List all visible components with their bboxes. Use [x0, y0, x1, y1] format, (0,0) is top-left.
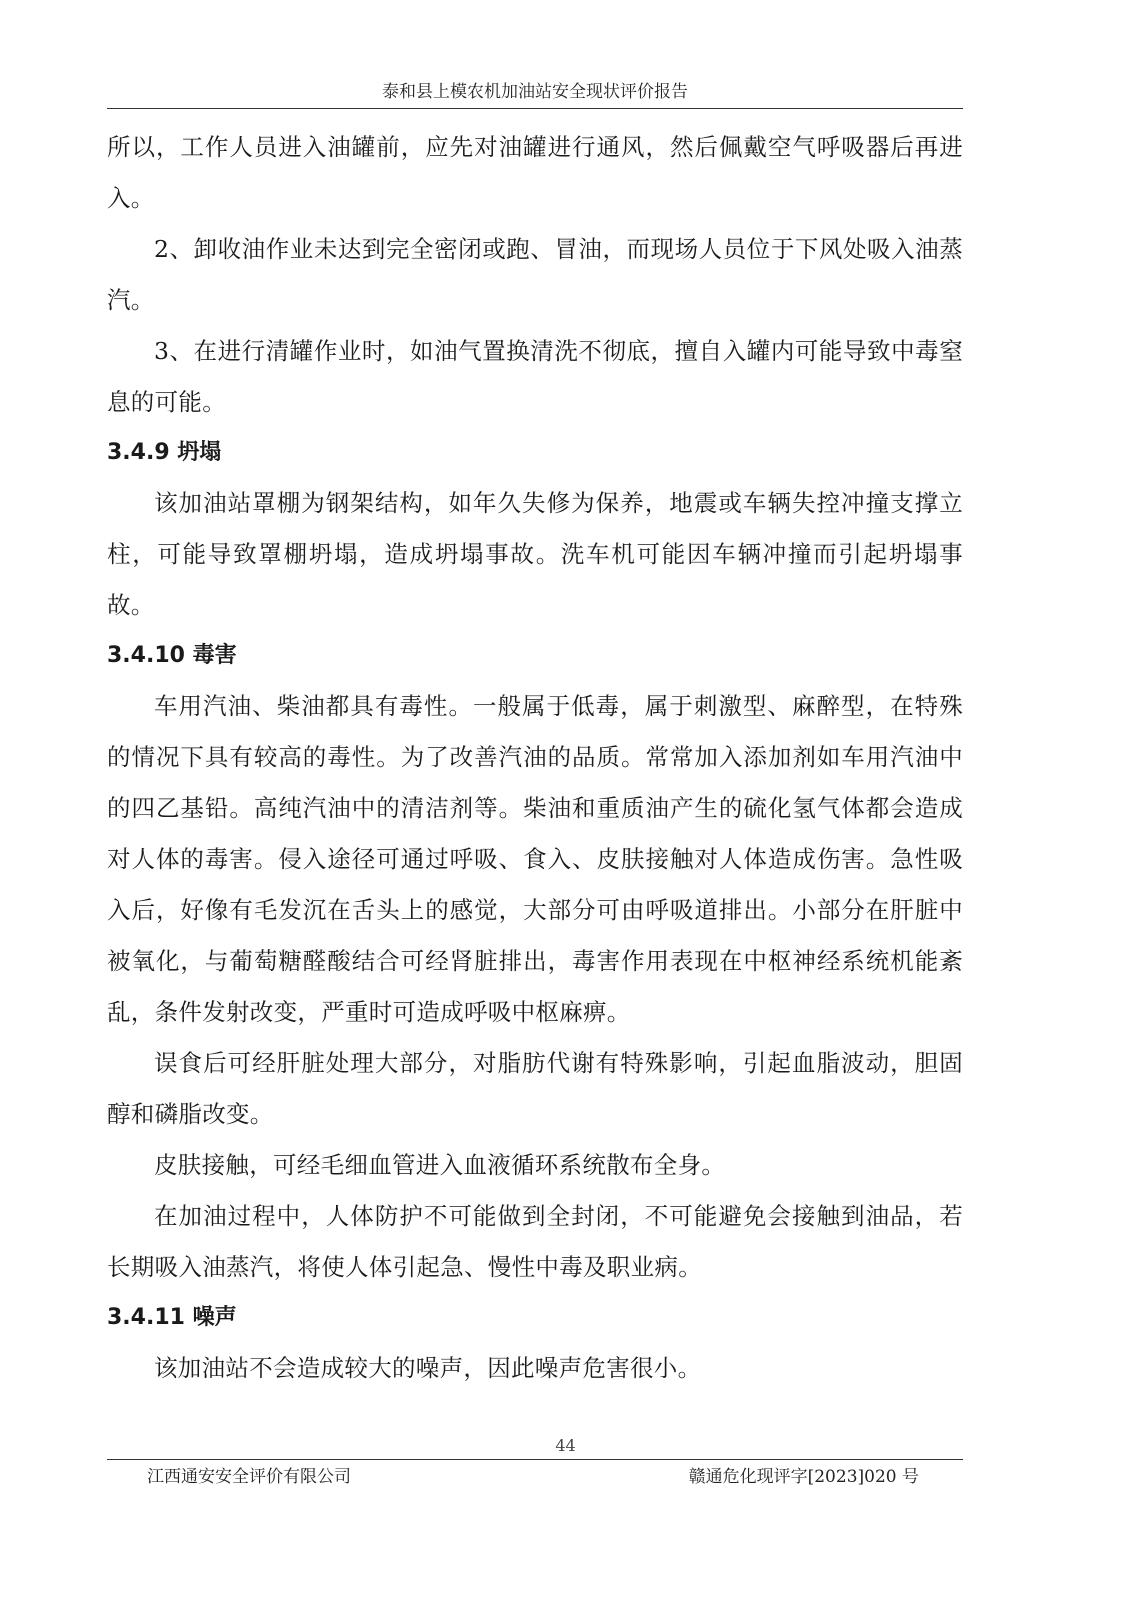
paragraph: 所以，工作人员进入油罐前，应先对油罐进行通风，然后佩戴空气呼吸器后再进入。 — [107, 133, 963, 212]
paragraph: 2、卸收油作业未达到完全密闭或跑、冒油，而现场人员位于下风处吸入油蒸汽。 — [107, 235, 963, 314]
paragraph: 皮肤接触，可经毛细血管进入血液循环系统散布全身。 — [154, 1151, 726, 1179]
page-footer — [107, 1459, 963, 1492]
footer-report-number: 赣通危化现评字[2023]020 号 — [688, 1467, 919, 1487]
page-header — [107, 78, 963, 109]
paragraph: 在加油过程中，人体防护不可能做到全封闭，不可能避免会接触到油品，若长期吸入油蒸汽，将使人体引起急、慢性中毒及职业病。 — [107, 1202, 963, 1281]
paragraph: 车用汽油、柴油都具有毒性。一般属于低毒，属于刺激型、麻醉型，在特殊的情况下具有较高的毒性。为了改善汽油的品质。常常加入添加剂如车用汽油中的四乙基铅。高纯汽油中的清洁剂等。柴油和重质油产生的硫化氢气体都会造成对人体的毒害。侵入途径可通过呼吸、食入、皮肤接触对人体造成伤害。急性吸入后，好像有毛发沉在舌头上的感觉，大部分可由呼吸道排出。小部分在肝脏中被氧化，与葡萄糖醛酸结合可经肾脏排出，毒害作用表现在中枢神经系统机能紊乱，条件发射改变，严重时可造成呼吸中枢麻痹。 — [107, 692, 963, 1026]
footer-company: 江西通安安全评价有限公司 — [147, 1467, 351, 1487]
section-heading: 3.4.11 噪声 — [107, 1305, 237, 1330]
paragraph: 该加油站罩棚为钢架结构，如年久失修为保养，地震或车辆失控冲撞支撑立柱，可能导致罩棚坍塌，造成坍塌事故。洗车机可能因车辆冲撞而引起坍塌事故。 — [107, 489, 963, 619]
page-number: 44 — [555, 1436, 576, 1455]
paragraph: 误食后可经肝脏处理大部分，对脂肪代谢有特殊影响，引起血脂波动，胆固醇和磷脂改变。 — [107, 1049, 963, 1128]
section-heading: 3.4.10 毒害 — [107, 643, 237, 668]
header-title: 泰和县上模农机加油站安全现状评价报告 — [382, 82, 688, 102]
document-body — [107, 122, 963, 1394]
paragraph: 3、在进行清罐作业时，如油气置换清洗不彻底，擅自入罐内可能导致中毒窒息的可能。 — [107, 337, 963, 416]
section-heading: 3.4.9 坍塌 — [107, 440, 222, 465]
paragraph: 该加油站不会造成较大的噪声，因此噪声危害很小。 — [154, 1354, 702, 1382]
